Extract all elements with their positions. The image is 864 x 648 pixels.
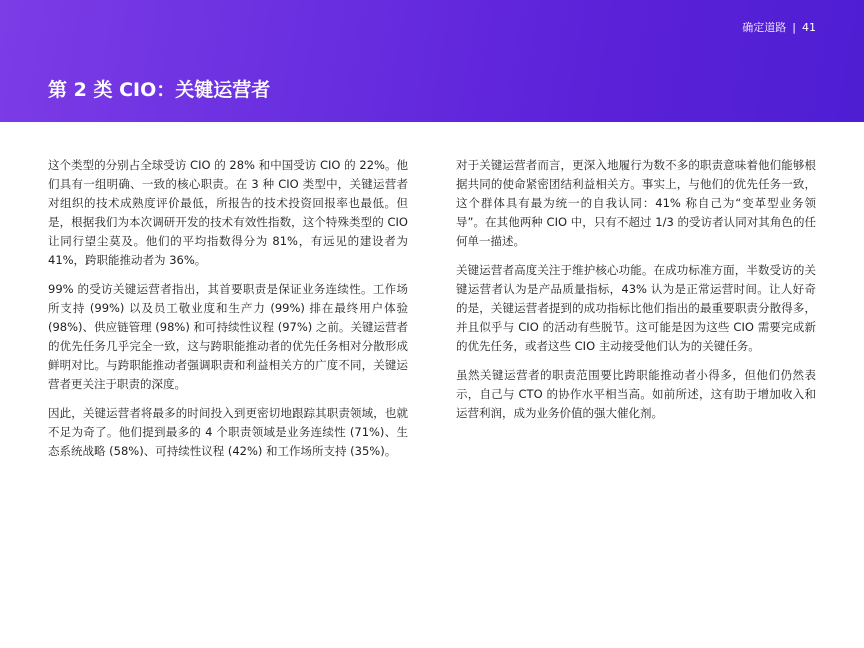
paragraph: 99% 的受访关键运营者指出，其首要职责是保证业务连续性。工作场所支持 (99%) 以及员工敬业度和生产力 (99%) 排在最终用户体验 (98%)、供应链管理 (98%) 和可持续性议程 (97%) 之前。关键运营者的优先任务几乎完全一致，这与跨职能推动者的优先任务相对分散形成鲜明对比。与跨职能推动者强调职责和利益相关方的广度不同，关键运营者更关注于职责的深度。: [48, 282, 408, 391]
paragraph: 关键运营者高度关注于维护核心功能。在成功标准方面，半数受访的关键运营者认为是产品质量指标，43% 认为是正常运营时间。让人好奇的是，关键运营者提到的成功指标比他们指出的最重要职责分散得多，并且似乎与 CIO 的活动有些脱节。这可能是因为这些 CIO 需要完成新的优先任务，或者这些 CIO 主动接受他们认为的关键任务。: [456, 263, 816, 353]
paragraph: 虽然关键运营者的职责范围要比跨职能推动者小得多，但他们仍然表示，自己与 CTO 的协作水平相当高。如前所述，这有助于增加收入和运营利润，成为业务价值的强大催化剂。: [456, 368, 816, 420]
paragraph: 这个类型的分别占全球受访 CIO 的 28% 和中国受访 CIO 的 22%。他们具有一组明确、一致的核心职责。在 3 种 CIO 类型中，关键运营者对组织的技术成熟度评价最低，所报告的技术投资回报率也最低。但是，根据我们为本次调研开发的技术有效性指数，这个特殊类型的 CIO 让同行望尘莫及。他们的平均指数得分为 81%，有远见的建设者为 41%，跨职能推动者为 36%。: [48, 158, 408, 267]
left-column: [48, 156, 408, 471]
section-label: 确定道路: [742, 21, 787, 34]
paragraph: 对于关键运营者而言，更深入地履行为数不多的职责意味着他们能够根据共同的使命紧密团结利益相关方。事实上，与他们的优先任务一致，这个群体具有最为统一的自我认同：41% 称自己为“变革型业务领导”。在其他两种 CIO 中，只有不超过 1/3 的受访者认同对其角色的任何单一描述。: [456, 158, 816, 248]
right-column: [456, 156, 816, 433]
separator: |: [792, 21, 796, 34]
header-banner: [0, 0, 864, 122]
page-number: 41: [802, 21, 816, 34]
running-head: [742, 20, 816, 36]
paragraph: 因此，关键运营者将最多的时间投入到更密切地跟踪其职责领域，也就不足为奇了。他们提到最多的 4 个职责领域是业务连续性 (71%)、生态系统战略 (58%)、可持续性议程 (42%) 和工作场所支持 (35%)。: [48, 406, 408, 458]
page-title: 第 2 类 CIO：关键运营者: [48, 79, 271, 101]
